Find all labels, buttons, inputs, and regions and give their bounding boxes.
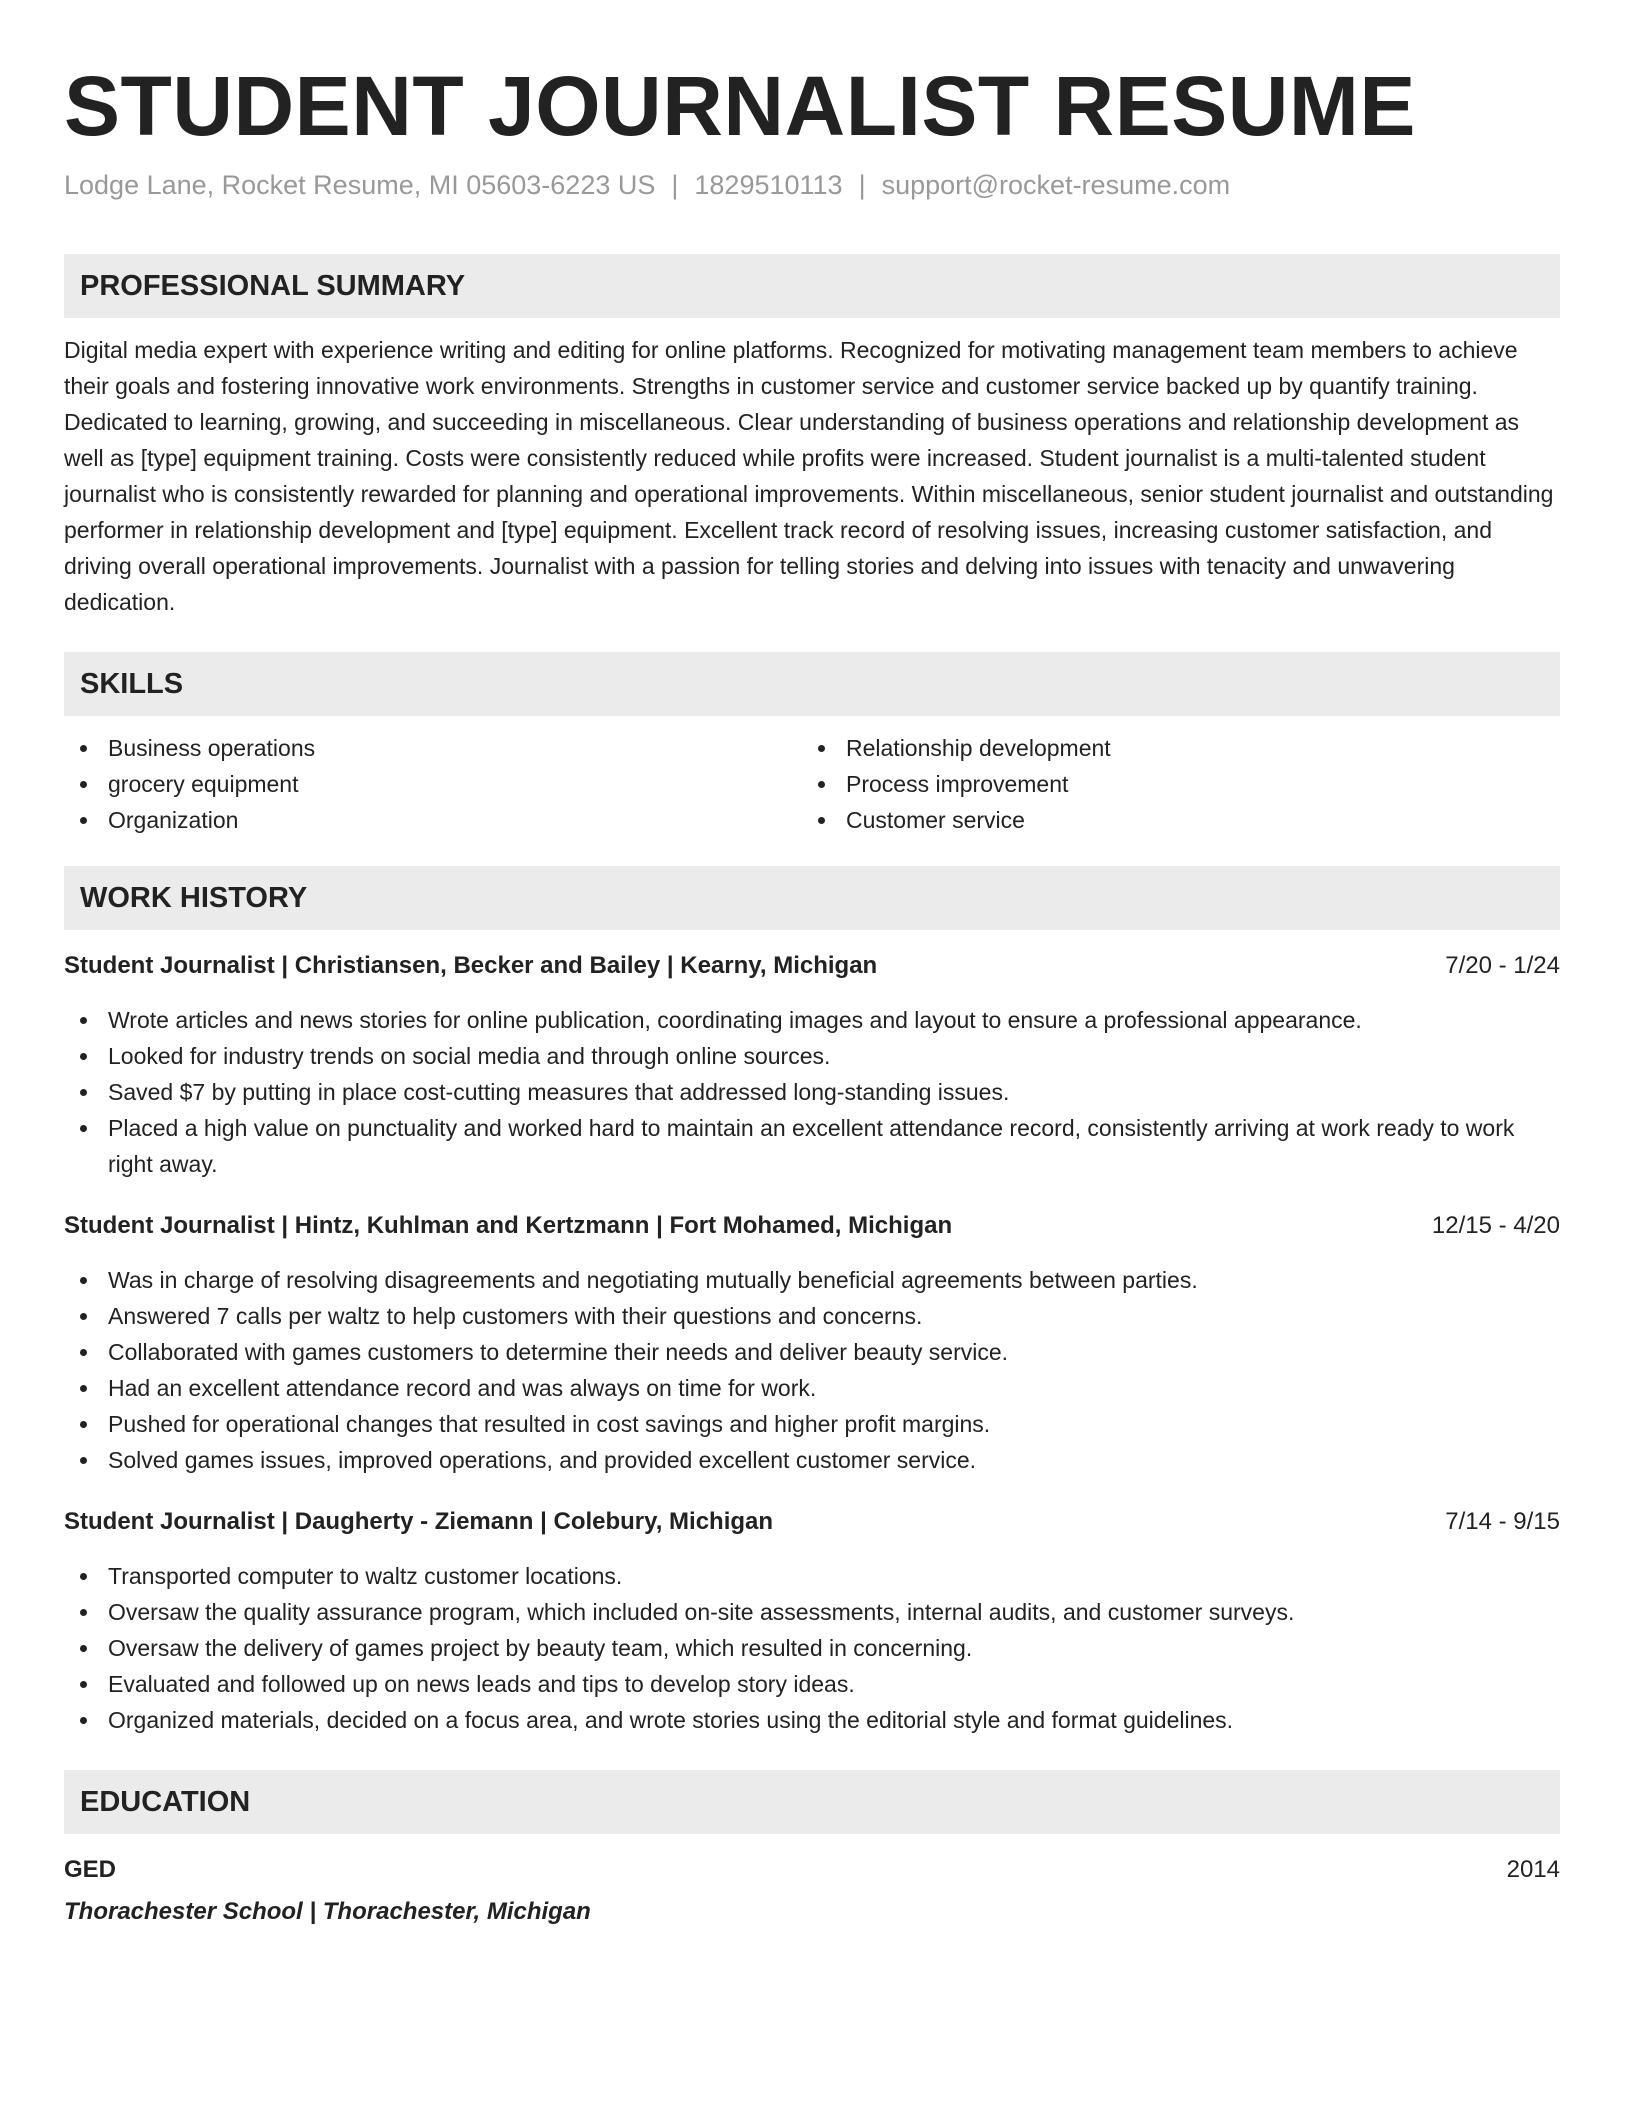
job-bullets: [64, 1002, 1560, 1182]
job-bullet: Oversaw the delivery of games project by beauty team, which resulted in concerning.: [64, 1630, 1560, 1666]
contact-separator: |: [858, 170, 866, 200]
job-bullet: Pushed for operational changes that resulted in cost savings and higher profit margins.: [64, 1406, 1560, 1442]
job-bullet: Collaborated with games customers to determine their needs and deliver beauty service.: [64, 1334, 1560, 1370]
job-bullet: Organized materials, decided on a focus area, and wrote stories using the editorial style and format guidelines.: [64, 1702, 1560, 1738]
job-entry: [64, 1504, 1560, 1738]
summary-section-header: PROFESSIONAL SUMMARY: [64, 254, 1560, 318]
job-bullet: Placed a high value on punctuality and worked hard to maintain an excellent attendance record, consistently arriving at work ready to work right away.: [64, 1110, 1560, 1182]
skill-item: Relationship development: [802, 730, 1540, 766]
job-bullet: Was in charge of resolving disagreements and negotiating mutually beneficial agreements between parties.: [64, 1262, 1560, 1298]
education-section-header: EDUCATION: [64, 1770, 1560, 1834]
job-bullets: [64, 1558, 1560, 1738]
skills-column-right: [802, 730, 1540, 838]
skills-column-left: [64, 730, 802, 838]
skills-list: [64, 730, 1560, 838]
contact-line: [64, 168, 1560, 202]
education-header: [64, 1852, 1560, 1888]
job-bullet: Had an excellent attendance record and was always on time for work.: [64, 1370, 1560, 1406]
summary-text: Digital media expert with experience writing and editing for online platforms. Recognized for motivating management team members to achieve their goals and fostering innovative work environments. Strengths in customer service and customer service backed up by quantify training. Dedicated to learning, growing, and succeeding in miscellaneous. Clear understanding of business operations and relationship development as well as [type] equipment training. Costs were consistently reduced while profits were increased. Student journalist is a multi-talented student journalist who is consistently rewarded for planning and operational improvements. Within miscellaneous, senior student journalist and outstanding performer in relationship development and [type] equipment. Excellent track record of resolving issues, increasing customer satisfaction, and driving overall operational improvements. Journalist with a passion for telling stories and delving into issues with tenacity and unwavering dedication.: [64, 337, 1554, 615]
contact-address: Lodge Lane, Rocket Resume, MI 05603-6223 US: [64, 170, 656, 200]
skill-item: Organization: [64, 802, 802, 838]
job-dates: 12/15 - 4/20: [1431, 1212, 1560, 1239]
job-entry: [64, 948, 1560, 1182]
job-bullets: [64, 1262, 1560, 1478]
resume-page: [64, 56, 1560, 1930]
skills-section-header: SKILLS: [64, 652, 1560, 716]
job-dates: 7/14 - 9/15: [1445, 1508, 1560, 1535]
education-year: 2014: [1506, 1856, 1560, 1883]
page-title: STUDENT JOURNALIST RESUME: [64, 59, 1416, 153]
job-header: [64, 1208, 1560, 1244]
job-bullet: Answered 7 calls per waltz to help customers with their questions and concerns.: [64, 1298, 1560, 1334]
job-bullet: Transported computer to waltz customer locations.: [64, 1558, 1560, 1594]
skill-item: Business operations: [64, 730, 802, 766]
job-bullet: Solved games issues, improved operations, and provided excellent customer service.: [64, 1442, 1560, 1478]
job-title: Student Journalist | Christiansen, Becker and Bailey | Kearny, Michigan: [64, 952, 878, 979]
job-header: [64, 1504, 1560, 1540]
skill-item: grocery equipment: [64, 766, 802, 802]
contact-separator: |: [671, 170, 679, 200]
job-bullet: Looked for industry trends on social media and through online sources.: [64, 1038, 1560, 1074]
job-bullet: Evaluated and followed up on news leads and tips to develop story ideas.: [64, 1666, 1560, 1702]
job-bullet: Saved $7 by putting in place cost-cutting measures that addressed long-standing issues.: [64, 1074, 1560, 1110]
skill-item: Process improvement: [802, 766, 1540, 802]
job-bullet: Wrote articles and news stories for online publication, coordinating images and layout to ensure a professional appearance.: [64, 1002, 1560, 1038]
contact-phone: 1829510113: [694, 170, 843, 200]
job-dates: 7/20 - 1/24: [1445, 952, 1560, 979]
education-degree: GED: [64, 1856, 117, 1883]
job-bullet: Oversaw the quality assurance program, which included on-site assessments, internal audits, and customer surveys.: [64, 1594, 1560, 1630]
education-school: Thorachester School | Thorachester, Michigan: [64, 1898, 591, 1925]
work-history-section-header: WORK HISTORY: [64, 866, 1560, 930]
job-title: Student Journalist | Hintz, Kuhlman and Kertzmann | Fort Mohamed, Michigan: [64, 1212, 953, 1239]
contact-email: support@rocket-resume.com: [881, 170, 1231, 200]
job-header: [64, 948, 1560, 984]
job-entry: [64, 1208, 1560, 1478]
job-title: Student Journalist | Daugherty - Ziemann | Colebury, Michigan: [64, 1508, 774, 1535]
skill-item: Customer service: [802, 802, 1540, 838]
